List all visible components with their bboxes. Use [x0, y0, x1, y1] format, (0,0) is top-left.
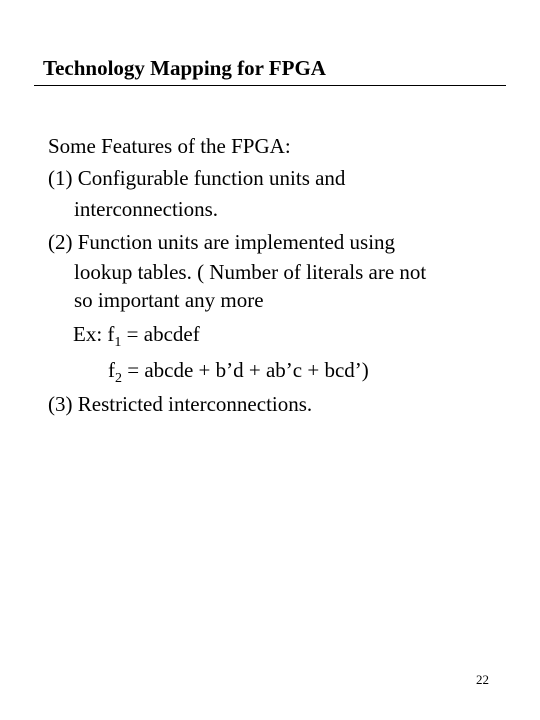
example-f1-expression: = abcdef — [121, 322, 200, 346]
feature-2-line-2: lookup tables. ( Number of literals are not — [74, 260, 427, 284]
example-f1-prefix: Ex: f — [73, 322, 115, 346]
example-f1-subscript: 1 — [114, 335, 122, 350]
example-f2-subscript: 2 — [115, 371, 122, 386]
example-f2 — [108, 355, 369, 385]
feature-1-line-2: interconnections. — [74, 197, 219, 221]
title-divider — [34, 85, 506, 86]
features-intro: Some Features of the FPGA: — [48, 134, 291, 158]
feature-2-line-1: (2) Function units are implemented using — [48, 230, 396, 254]
slide-title: Technology Mapping for FPGA — [43, 56, 326, 80]
example-f2-name: f — [108, 358, 115, 382]
example-f2-expression: = abcde + b’d + ab’c + bcd’) — [122, 358, 369, 382]
example-f1 — [73, 319, 200, 349]
page-number: 22 — [476, 672, 489, 687]
feature-2-line-3: so important any more — [74, 288, 264, 312]
feature-1-line-1: (1) Configurable function units and — [48, 166, 346, 190]
feature-3: (3) Restricted interconnections. — [48, 392, 313, 416]
